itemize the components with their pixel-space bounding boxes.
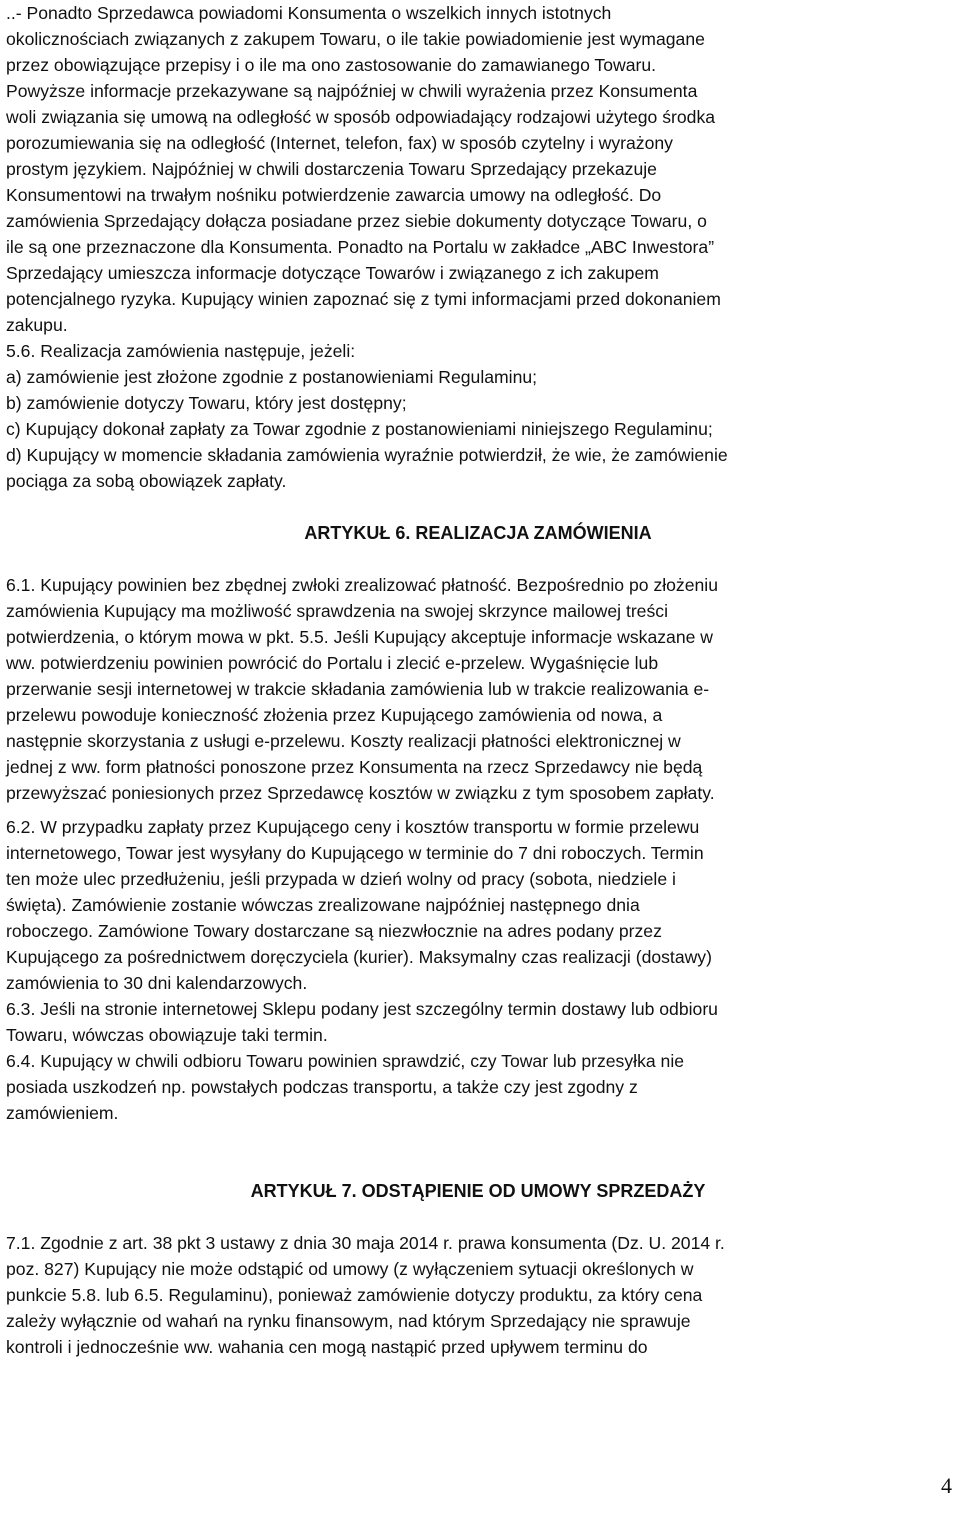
section-7-1: 7.1. Zgodnie z art. 38 pkt 3 ustawy z dnia 30 maja 2014 r. prawa konsumenta (Dz. U. 2014 r. poz. 827) Kupujący nie może odstąpić od umowy (z wyłączeniem sytuacji określonych w punkcie 5.8. lub 6.5. Regulaminu), ponieważ zamówienie dotyczy produktu, za który cena zależy wyłącznie od wahań na rynku finansowym, nad którym Sprzedający nie sprawuje kontroli i jednocześnie ww. wahania cen mogą nastąpić przed upływem terminu do (6, 1233, 725, 1357)
section-6-4: 6.4. Kupujący w chwili odbioru Towaru powinien sprawdzić, czy Towar lub przesyłka nie posiada uszkodzeń np. powstałych podczas transportu, a także czy jest zgodny z zamówieniem. (6, 1051, 685, 1123)
page-number: 4 (941, 1473, 952, 1498)
article-7-heading: ARTYKUŁ 7. ODSTĄPIENIE OD UMOWY SPRZEDAŻY (250, 1181, 706, 1201)
article-6-heading: ARTYKUŁ 6. REALIZACJA ZAMÓWIENIA (304, 523, 652, 543)
section-6-2: 6.2. W przypadku zapłaty przez Kupującego ceny i kosztów transportu w formie przelewu internetowego, Towar jest wysyłany do Kupującego w terminie do 7 dni roboczych. Termin ten może ulec przedłużeniu, jeśli przypada w dzień wolny od pracy (sobota, niedziele i święta). Zamówienie zostanie wówczas zrealizowane najpóźniej następnego dnia roboczego. Zamówione Towary dostarczane są niezwłocznie na adres podany przez Kupującego za pośrednictwem doręczyciela (kurier). Maksymalny czas realizacji (dostawy) zamówienia to 30 dni kalendarzowych. (6, 817, 712, 993)
intro-paragraph: ..- Ponadto Sprzedawca powiadomi Konsumenta o wszelkich innych istotnych okolicznościach związanych z zakupem Towaru, o ile takie powiadomienie jest wymagane przez obowiązujące przepisy i o ile ma ono zastosowanie do zamawianego Towaru. Powyższe informacje przekazywane są najpóźniej w chwili wyrażenia przez Konsumenta woli związania się umową na odległość w sposób odpowiadający rodzajowi użytego środka porozumiewania się na odległość (Internet, telefon, fax) w sposób czytelny i wyrażony prostym językiem. Najpóźniej w chwili dostarczenia Towaru Sprzedający przekazuje Konsumentowi na trwałym nośniku potwierdzenie zawarcia umowy na odległość. Do zamówienia Sprzedający dołącza posiadane przez siebie dokumenty dotyczące Towaru, o ile są one przeznaczone dla Konsumenta. Ponadto na Portalu w zakładce „ABC Inwestora” Sprzedający umieszcza informacje dotyczące Towarów i związanego z ich zakupem potencjalnego ryzyka. Kupujący winien zapoznać się z tymi informacjami przed dokonaniem zakupu. (6, 3, 721, 335)
document-page (6, 0, 950, 1360)
section-6-1: 6.1. Kupujący powinien bez zbędnej zwłoki zrealizować płatność. Bezpośrednio po złożeniu zamówienia Kupujący ma możliwość sprawdzenia na swojej skrzynce mailowej treści potwierdzenia, o którym mowa w pkt. 5.5. Jeśli Kupujący akceptuje informacje wskazane w ww. potwierdzeniu powinien powrócić do Portalu i zlecić e-przelew. Wygaśnięcie lub przerwanie sesji internetowej w trakcie składania zamówienia lub w trakcie realizowania e- przelewu powoduje konieczność złożenia przez Kupującego zamówienia od nowa, a następnie skorzystania z usługi e-przelewu. Koszty realizacji płatności elektronicznej w jednej z ww. form płatności ponoszone przez Konsumenta na rzecz Sprzedawcy nie będą przewyższać poniesionych przez Sprzedawcę kosztów w związku z tym sposobem zapłaty. (6, 575, 718, 803)
section-6-3: 6.3. Jeśli na stronie internetowej Sklepu podany jest szczególny termin dostawy lub odbioru Towaru, wówczas obowiązuje taki termin. (6, 999, 718, 1045)
section-5-6: 5.6. Realizacja zamówienia następuje, jeżeli: a) zamówienie jest złożone zgodnie z postanowieniami Regulaminu; b) zamówienie dotyczy Towaru, który jest dostępny; c) Kupujący dokonał zapłaty za Towar zgodnie z postanowieniami niniejszego Regulaminu; d) Kupujący w momencie składania zamówienia wyraźnie potwierdził, że wie, że zamówienie pociąga za sobą obowiązek zapłaty. (6, 341, 728, 491)
